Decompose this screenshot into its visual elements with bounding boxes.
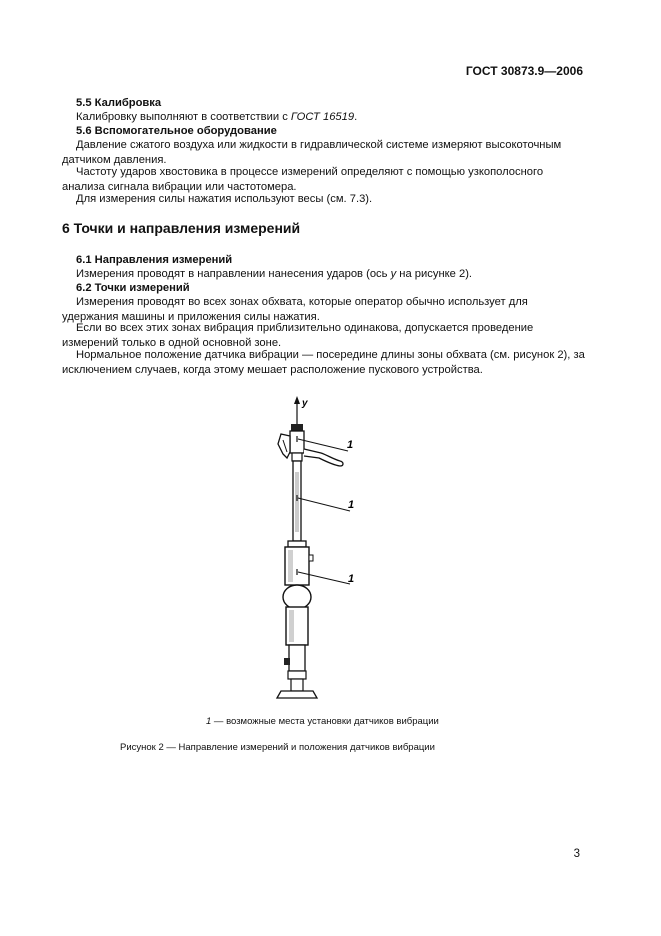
y-axis-label: y <box>302 398 308 409</box>
section-6-2-paragraph-2: Если во всех этих зонах вибрация приблизительно одинакова, допускается проведение измерений только в одной основной зоне. <box>62 322 534 349</box>
side-valve <box>284 658 290 665</box>
s55-text-pre: Калибровку выполняют в соответствии с <box>76 111 291 123</box>
section-5-5-heading: 5.5 Калибровка <box>76 97 162 109</box>
section-6-1-heading: 6.1 Направления измерений <box>76 254 233 266</box>
figure-key-number: 1 <box>206 716 212 727</box>
leader-line-2 <box>298 498 350 511</box>
figure-key-text: — возможные места установки датчиков вибрации <box>211 716 439 727</box>
callout-1-middle: 1 <box>348 499 355 511</box>
section-5-6-paragraph-3: Для измерения силы нажатия используют весы (см. 7.3). <box>76 193 373 205</box>
section-6-2-heading: 6.2 Точки измерений <box>76 282 190 294</box>
section-5-6-heading: 5.6 Вспомогательное оборудование <box>76 125 277 137</box>
section-6-2-paragraph-1: Измерения проводят во всех зонах обхвата, которые оператор обычно использует для удержания машины и приложения силы нажатия. <box>62 296 528 323</box>
section-5-6-paragraph-2: Частоту ударов хвостовика в процессе измерений определяют с помощью узкополосного анализа сигнала вибрации или частотомера. <box>62 166 544 193</box>
document-header: ГОСТ 30873.9—2006 <box>465 64 583 78</box>
section-5-5-text <box>62 110 587 125</box>
figure-key <box>206 716 439 727</box>
top-cap <box>291 424 303 431</box>
s61-text-post: на рисунке 2). <box>396 268 473 280</box>
figure-caption: Рисунок 2 — Направление измерений и положения датчиков вибрации <box>120 742 435 753</box>
trigger-lever-icon <box>304 449 343 466</box>
section-6-1-text <box>62 267 587 282</box>
tool-foot <box>277 691 317 698</box>
tool-body-bulge <box>283 585 311 609</box>
callout-1-top: 1 <box>347 439 354 451</box>
axis-y-reference: y <box>390 268 397 280</box>
figure-2-tool-drawing <box>255 392 370 707</box>
callout-1-bottom: 1 <box>348 573 355 585</box>
page-number: 3 <box>573 848 580 860</box>
section-6-title: 6 Точки и направления измерений <box>62 220 301 236</box>
gost-reference: ГОСТ 16519 <box>290 111 355 123</box>
s55-text-post: . <box>354 111 358 123</box>
section-5-6-paragraph-1: Давление сжатого воздуха или жидкости в гидравлической системе измеряют высокоточным датчиком давления. <box>62 139 562 166</box>
section-6-2-paragraph-3: Нормальное положение датчика вибрации — посередине длины зоны обхвата (см. рисунок 2), за исключением случаев, когда этому мешает расположение пускового устройства. <box>62 349 585 376</box>
s61-text-pre: Измерения проводят в направлении нанесения ударов (ось <box>76 268 391 280</box>
throttle-grip-icon <box>278 434 290 458</box>
